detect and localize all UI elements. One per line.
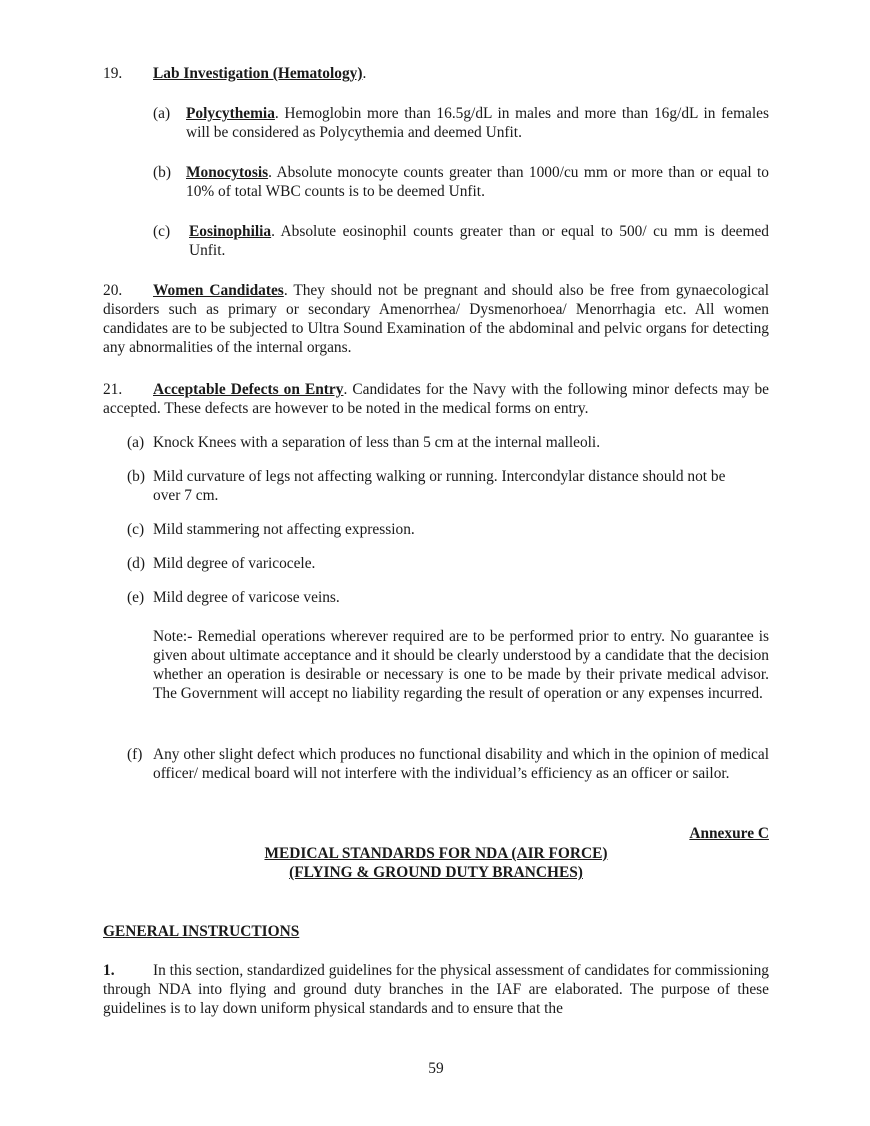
section-19-title: Lab Investigation (Hematology) — [153, 65, 363, 82]
annexure-label: Annexure C — [689, 825, 769, 842]
item-21f: (f) Any other slight defect which produces no functional disability and which in the opinion of medical officer/ medical board will not interfere with the individual’s efficiency as an officer or sailor. — [127, 746, 769, 782]
section-20-title: Women Candidates — [153, 282, 284, 299]
item-21a: (a) Knock Knees with a separation of less than 5 cm at the internal malleoli. — [127, 434, 601, 451]
section-19-heading: 19. Lab Investigation (Hematology). — [103, 65, 367, 82]
item-21b: (b) Mild curvature of legs not affecting walking or running. Intercondylar distance should not be over 7 cm. — [127, 468, 726, 504]
section-20: 20. Women Candidates. They should not be pregnant and should also be free from gynaecological disorders such as primary or secondary Amenorrhea/ Dysmenorhoea/ Menorrhagia etc. All women candidates are to be subjected to Ultra Sound Examination of the abdominal and pelvic organs for detecting any abnormalities of the internal organs. — [103, 282, 770, 356]
page-number: 59 — [428, 1060, 444, 1077]
section-21: 21. Acceptable Defects on Entry. Candidates for the Navy with the following minor defects may be accepted. These defects are however to be noted in the medical forms on entry. — [103, 381, 769, 417]
general-instructions-heading: GENERAL INSTRUCTIONS — [103, 923, 300, 940]
note-paragraph: Note:- Remedial operations wherever required are to be performed prior to entry. No guarantee is given about ultimate acceptance and it should be clearly understood by a candidate that the decision whether an operation is desirable or necessary is one to be made by their private medical advisor. The Government will accept no liability regarding the result of operation or any expenses incurred. — [153, 628, 769, 702]
item-21c: (c) Mild stammering not affecting expression. — [127, 521, 415, 538]
section-21-title: Acceptable Defects on Entry — [153, 381, 344, 398]
item-21d: (d) Mild degree of varicocele. — [127, 555, 316, 572]
title-line-2: (FLYING & GROUND DUTY BRANCHES) — [289, 864, 583, 881]
title-line-1: MEDICAL STANDARDS FOR NDA (AIR FORCE) — [264, 845, 608, 862]
item-19c: (c) Eosinophilia. Absolute eosinophil counts greater than or equal to 500/ cu mm is deemed Unfit. — [153, 223, 769, 259]
item-21e: (e) Mild degree of varicose veins. — [127, 589, 340, 606]
paragraph-1: 1. In this section, standardized guidelines for the physical assessment of candidates for commissioning through NDA into flying and ground duty branches in the IAF are elaborated. The purpose of these guidelines is to lay down uniform physical standards and to ensure that the — [103, 962, 769, 1017]
item-19a: (a) Polycythemia. Hemoglobin more than 16.5g/dL in males and more than 16g/dL in females will be considered as Polycythemia and deemed Unfit. — [153, 105, 769, 141]
item-19b: (b) Monocytosis. Absolute monocyte counts greater than 1000/cu mm or more than or equal to 10% of total WBC counts is to be deemed Unfit. — [153, 164, 769, 200]
